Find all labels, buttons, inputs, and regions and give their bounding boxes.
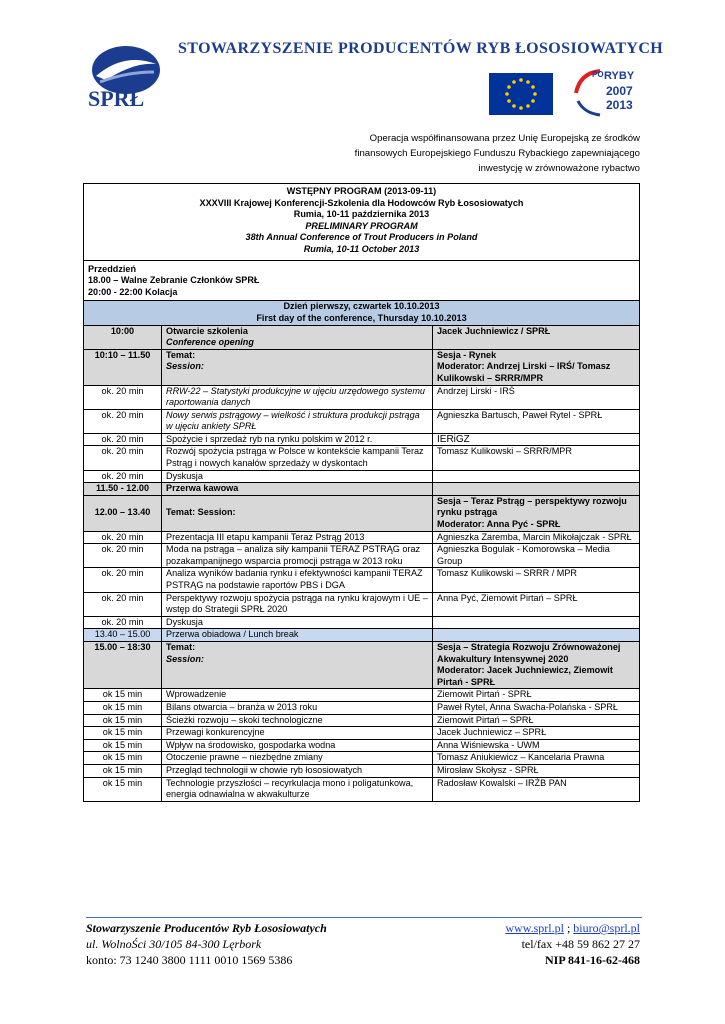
- program-place-date-en: Rumia, 10-11 October 2013: [303, 243, 420, 254]
- agenda-duration: ok 15 min: [84, 777, 162, 801]
- agenda-topic: Analiza wyników badania rynku i efektywności kampanii TERAZ PSTRĄG na podstawie raportów PBS i DGA: [162, 568, 433, 592]
- agenda-duration: ok 15 min: [84, 689, 162, 702]
- agenda-topic: Dyskusja: [162, 616, 433, 629]
- agenda-topic: Dyskusja: [162, 470, 433, 483]
- agenda-duration: ok. 20 min: [84, 470, 162, 483]
- agenda-topic: Bilans otwarcia – branża w 2013 roku: [162, 701, 433, 714]
- eve-cell: [84, 260, 640, 301]
- agenda-topic: RRW-22 – Statystyki produkcyjne w ujęciu urzędowego systemu raportowania danych: [162, 385, 433, 409]
- agenda-topic: Perspektywy rozwoju spożycia pstrąga na rynku krajowym i UE – wstęp do Strategii SPRŁ 2020: [162, 592, 433, 616]
- agenda-topic: Przegląd technologii w chowie ryb łososiowatych: [162, 764, 433, 777]
- session-name: Sesja - Rynek: [437, 349, 497, 360]
- break-row: [84, 483, 640, 496]
- footer-account: konto: 73 1240 3800 1111 0010 1569 5386: [86, 953, 293, 967]
- agenda-speaker: [433, 616, 640, 629]
- agenda-duration: ok. 20 min: [84, 592, 162, 616]
- agenda-topic: Nowy serwis pstrągowy – wielkość i struktura produkcji pstrąga w ujęciu ankiety SPRŁ: [162, 409, 433, 433]
- agenda-duration: ok. 20 min: [84, 385, 162, 409]
- opening-title-en: Conference opening: [166, 337, 254, 348]
- session-label-cell: [162, 641, 433, 688]
- agenda-topic: Moda na pstrąga – analiza siły kampanii TERAZ PSTRĄG oraz pozakampanijnego wsparcia promocji pstrąga w 2013 roku: [162, 544, 433, 568]
- agenda-speaker: Agnieszka Bogulak - Komorowska – Media Group: [433, 544, 640, 568]
- opening-time: 10:00: [84, 325, 162, 349]
- program-subtitle-en: 38th Annual Conference of Trout Producers in Poland: [245, 232, 478, 243]
- agenda-row: [84, 777, 640, 801]
- agenda-row: [84, 701, 640, 714]
- lunch-time: 13.40 – 15.00: [84, 629, 162, 642]
- agenda-duration: ok 15 min: [84, 714, 162, 727]
- lunch-empty: [433, 629, 640, 642]
- break-label: Przerwa kawowa: [162, 483, 433, 496]
- agenda-duration: ok. 20 min: [84, 616, 162, 629]
- cofinancing-note: [330, 131, 640, 176]
- cofinancing-line: finansowych Europejskiego Funduszu Rybackiego zapewniającego: [354, 148, 640, 159]
- agenda-speaker: [433, 470, 640, 483]
- session-name: Sesja – Strategia Rozwoju Zrównoważonej Akwakultury Intensywnej 2020: [437, 641, 621, 664]
- opening-person: Jacek Juchniewicz / SPRŁ: [433, 325, 640, 349]
- po-ryby-po: PO: [592, 70, 604, 79]
- agenda-speaker: Ziemowit Pirtań – SPRŁ: [433, 714, 640, 727]
- session-label-en: Session:: [166, 361, 204, 372]
- agenda-duration: ok 15 min: [84, 752, 162, 765]
- session-name: Sesja – Teraz Pstrąg – perspektywy rozwoju rynku pstrąga: [437, 495, 627, 518]
- agenda-row: [84, 568, 640, 592]
- agenda-speaker: Tomasz Kulikowski – SRRR / MPR: [433, 568, 640, 592]
- agenda-speaker: Radosław Kowalski – IRŻB PAN: [433, 777, 640, 801]
- agenda-topic: Technologie przyszłości – recyrkulacja mono i poligatunkowa, energia odnawialna w akwakulturze: [162, 777, 433, 801]
- eve-row: [84, 260, 640, 301]
- po-ryby-name: RYBY: [604, 70, 635, 82]
- program-subtitle: XXXVIII Krajowej Konferencji-Szkolenia dla Hodowców Ryb Łososiowatych: [199, 197, 524, 208]
- agenda-row: [84, 764, 640, 777]
- program-place-date: Rumia, 10-11 października 2013: [293, 209, 430, 220]
- website-link[interactable]: www.sprl.pl: [505, 921, 564, 935]
- po-ryby-year2: 2013: [606, 98, 633, 112]
- agenda-row: [84, 544, 640, 568]
- cofinancing-line: inwestycję w zrównoważone rybactwo: [478, 163, 640, 174]
- footer-org-name: Stowarzyszenie Producentów Ryb Łososiowatych: [86, 921, 327, 935]
- session-time: 10:10 – 11.50: [84, 349, 162, 385]
- agenda-speaker: IERiGZ: [433, 433, 640, 446]
- session-label: Temat:: [166, 349, 196, 360]
- agenda-speaker: Paweł Rytel, Anna Swacha-Polańska - SPRŁ: [433, 701, 640, 714]
- agenda-row: [84, 446, 640, 470]
- agenda-speaker: Anna Wiśniewska - UWM: [433, 739, 640, 752]
- agenda-duration: ok. 20 min: [84, 409, 162, 433]
- email-link[interactable]: biuro@sprl.pl: [573, 921, 640, 935]
- agenda-row: [84, 470, 640, 483]
- program-title-en: PRELIMINARY PROGRAM: [305, 220, 418, 231]
- agenda-duration: ok 15 min: [84, 727, 162, 740]
- agenda-topic: Ścieżki rozwoju – skoki technologiczne: [162, 714, 433, 727]
- logo-text: SPRŁ: [88, 86, 145, 111]
- agenda-topic: Wpływ na środowisko, gospodarka wodna: [162, 739, 433, 752]
- day-header-cell: [84, 301, 640, 325]
- session-header-row: [84, 641, 640, 688]
- eu-flag-icon: [489, 73, 553, 115]
- footer-phone: tel/fax +48 59 862 27 27: [521, 937, 640, 951]
- lunch-label: Przerwa obiadowa / Lunch break: [162, 629, 433, 642]
- agenda-topic: Prezentacja III etapu kampanii Teraz Pstrąg 2013: [162, 531, 433, 544]
- footer-nip: NIP 841-16-62-468: [545, 953, 640, 967]
- cofinancing-line: Operacja współfinansowana przez Unię Europejską ze środków: [369, 133, 640, 144]
- agenda-topic: Otoczenie prawne – niezbędne zmiany: [162, 752, 433, 765]
- session-header-row: [84, 495, 640, 531]
- session-moderator: Moderator: Jacek Juchniewicz, Ziemowit Pirtań - SPRŁ: [437, 665, 613, 687]
- po-ryby-year1: 2007: [606, 84, 633, 98]
- eve-heading: Przeddzień: [88, 263, 137, 274]
- session-header-row: [84, 349, 640, 385]
- eve-item: 20:00 - 22:00 Kolacja: [88, 286, 178, 297]
- po-ryby-logo-icon: [570, 67, 642, 119]
- organization-title: STOWARZYSZENIE PRODUCENTÓW RYB ŁOSOSIOWATYCH: [178, 40, 664, 57]
- agenda-duration: ok 15 min: [84, 739, 162, 752]
- agenda-duration: ok. 20 min: [84, 531, 162, 544]
- day-title: Dzień pierwszy, czwartek 10.10.2013: [283, 301, 440, 312]
- opening-title: Otwarcie szkolenia: [166, 325, 248, 336]
- agenda-row: [84, 714, 640, 727]
- agenda-speaker: Agnieszka Zaremba, Marcin Mikołajczak - SPRŁ: [433, 531, 640, 544]
- footer-contact-links: [505, 920, 640, 936]
- session-info-cell: [433, 495, 640, 531]
- agenda-speaker: Tomasz Aniukiewicz – Kancelaria Prawna: [433, 752, 640, 765]
- lunch-row: [84, 629, 640, 642]
- agenda-row: [84, 385, 640, 409]
- session-time: 15.00 – 18:30: [84, 641, 162, 688]
- agenda-duration: ok. 20 min: [84, 446, 162, 470]
- agenda-row: [84, 592, 640, 616]
- agenda-row: [84, 727, 640, 740]
- session-time: 12.00 – 13.40: [84, 495, 162, 531]
- agenda-row: [84, 689, 640, 702]
- agenda-speaker: Tomasz Kulikowski – SRRR/MPR: [433, 446, 640, 470]
- agenda-duration: ok. 20 min: [84, 568, 162, 592]
- program-title-cell: [84, 184, 640, 261]
- program-title-row: [84, 184, 640, 261]
- agenda-speaker: Mirosław Skołysz - SPRŁ: [433, 764, 640, 777]
- eve-item: 18.00 – Walne Zebranie Członków SPRŁ: [88, 275, 260, 286]
- agenda-duration: ok 15 min: [84, 764, 162, 777]
- agenda-speaker: Jacek Juchniewicz – SPRŁ: [433, 727, 640, 740]
- break-time: 11.50 - 12.00: [84, 483, 162, 496]
- agenda-row: [84, 616, 640, 629]
- program-table: [83, 183, 640, 802]
- session-label-cell: [162, 349, 433, 385]
- session-label: Temat:: [166, 641, 196, 652]
- agenda-duration: ok 15 min: [84, 701, 162, 714]
- session-moderator: Moderator: Anna Pyć - SPRŁ: [437, 519, 561, 530]
- link-separator: ;: [563, 921, 574, 935]
- day-title-en: First day of the conference, Thursday 10.10.2013: [256, 312, 467, 323]
- agenda-duration: ok. 20 min: [84, 544, 162, 568]
- agenda-row: [84, 752, 640, 765]
- agenda-row: [84, 409, 640, 433]
- agenda-row: [84, 739, 640, 752]
- opening-row: [84, 325, 640, 349]
- program-title: WSTĘPNY PROGRAM (2013-09-11): [286, 186, 437, 196]
- session-label-en: Session:: [166, 653, 204, 664]
- session-info-cell: [433, 641, 640, 688]
- agenda-topic: Spożycie i sprzedaż ryb na rynku polskim w 2012 r.: [162, 433, 433, 446]
- agenda-topic: Przewagi konkurencyjne: [162, 727, 433, 740]
- opening-title-cell: [162, 325, 433, 349]
- break-empty: [433, 483, 640, 496]
- footer-address: ul. WolnoŚci 30/105 84-300 Lęrbork: [86, 937, 262, 951]
- session-moderator: Moderator: Andrzej Lirski – IRŚ/ Tomasz Kulikowski – SRRR/MPR: [437, 361, 611, 383]
- agenda-speaker: Andrzej Lirski - IRŚ: [433, 385, 640, 409]
- session-info-cell: [433, 349, 640, 385]
- agenda-topic: Wprowadzenie: [162, 689, 433, 702]
- agenda-row: [84, 531, 640, 544]
- agenda-speaker: Ziemowit Pirtań - SPRŁ: [433, 689, 640, 702]
- agenda-duration: ok. 20 min: [84, 433, 162, 446]
- session-label: Temat: Session:: [162, 495, 433, 531]
- agenda-row: [84, 433, 640, 446]
- footer-divider: [86, 917, 642, 918]
- day-header-row: [84, 301, 640, 325]
- agenda-speaker: Agnieszka Bartusch, Paweł Rytel - SPRŁ: [433, 409, 640, 433]
- agenda-topic: Rozwój spożycia pstrąga w Polsce w kontekście kampanii Teraz Pstrąg i nowych kanałów sprzedaży w dyskontach: [162, 446, 433, 470]
- agenda-speaker: Anna Pyć, Ziemowit Pirtań – SPRŁ: [433, 592, 640, 616]
